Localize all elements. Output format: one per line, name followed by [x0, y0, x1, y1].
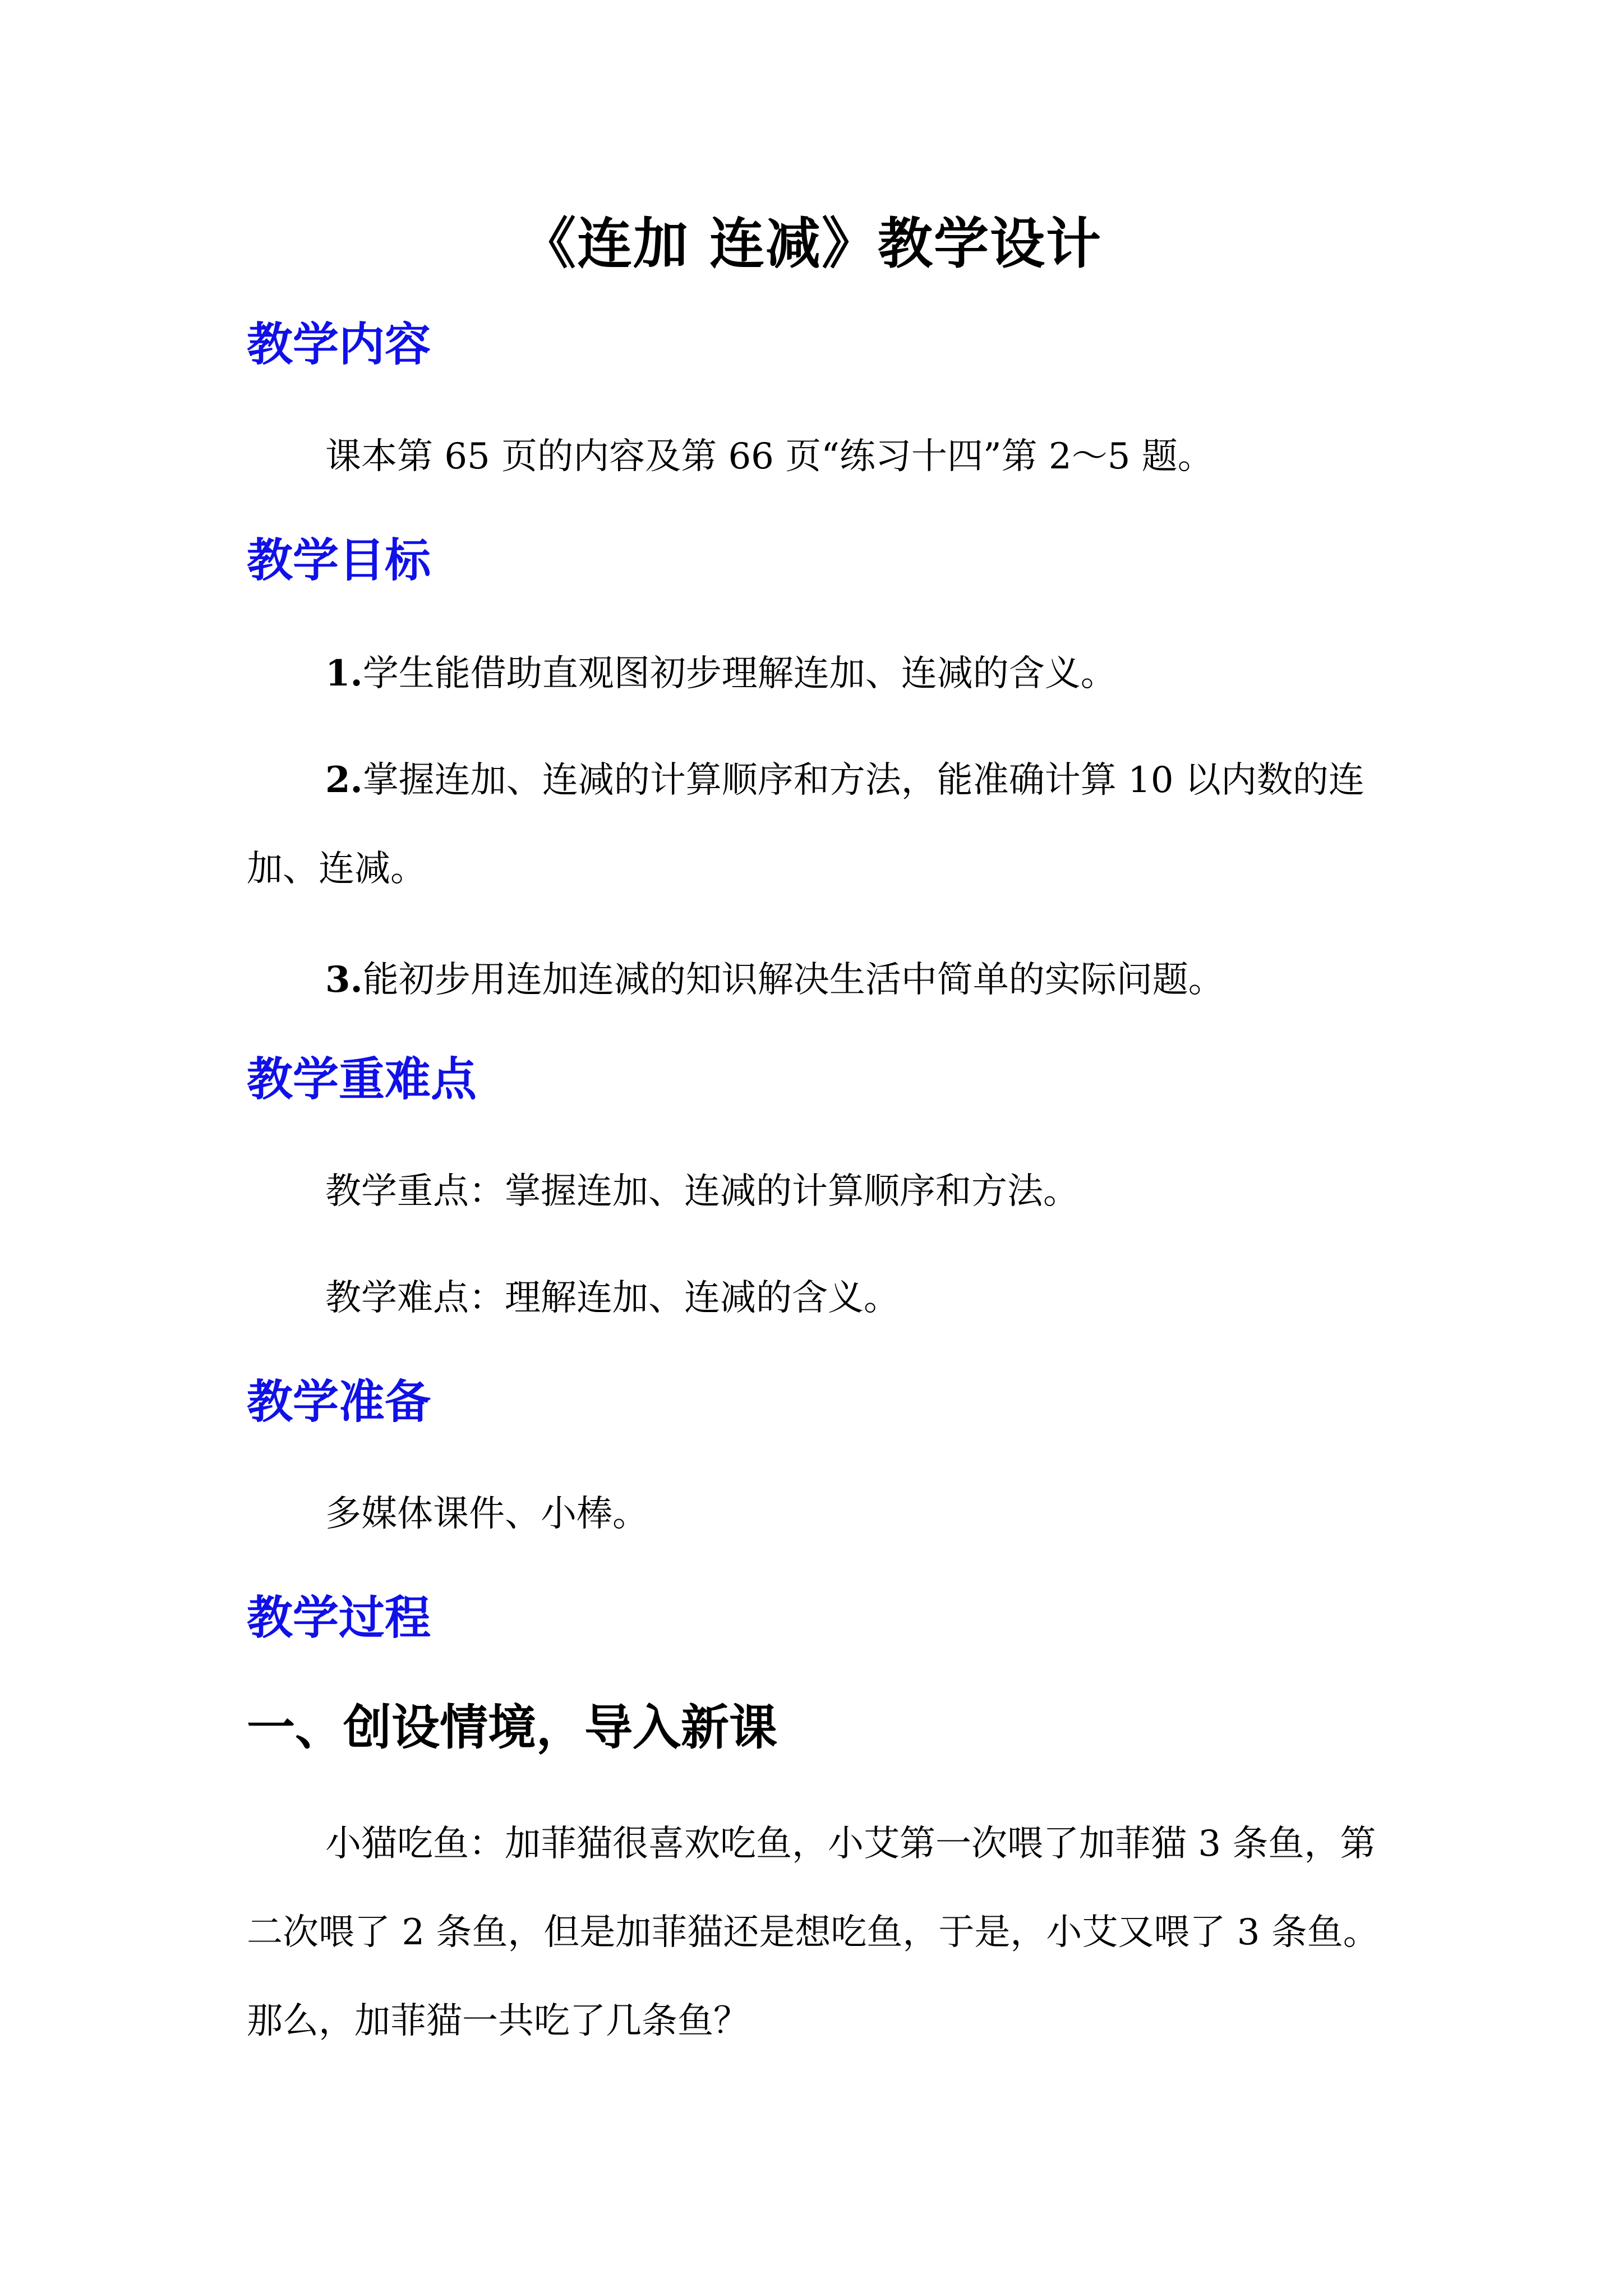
- goal-item-1-number: 1.: [325, 652, 363, 694]
- goal-item-3-text: 能初步用连加连减的知识解决生活中简单的实际问题。: [362, 959, 1224, 1001]
- goal-item-1-text: 学生能借助直观图初步理解连加、连减的含义。: [362, 653, 1117, 694]
- heading-preparation: 教学准备: [247, 1375, 431, 1429]
- heading-teaching-goals: 教学目标: [247, 534, 431, 587]
- goal-item-3-number: 3.: [325, 959, 363, 1001]
- heading-key-points: 教学重难点: [247, 1053, 477, 1106]
- story-paragraph: 小猫吃鱼：加菲猫很喜欢吃鱼，小艾第一次喂了加菲猫 3 条鱼，第二次喂了 2 条鱼，但是加菲猫还是想吃鱼，于是，小艾又喂了 3 条鱼。那么，加菲猫一共吃了几条鱼？: [247, 1823, 1379, 2042]
- preparation-text: 多媒体课件、小棒。: [325, 1493, 648, 1535]
- goal-item-2-number: 2.: [325, 759, 363, 801]
- document-title: 《连加 连减》教学设计: [520, 212, 1103, 276]
- goal-item-2-text: 掌握连加、连减的计算顺序和方法，能准确计算 10 以内数的连加、连减。: [247, 760, 1364, 890]
- key-point-focus: 教学重点：掌握连加、连减的计算顺序和方法。: [325, 1171, 1079, 1212]
- section-title-1: 一、创设情境，导入新课: [247, 1700, 777, 1756]
- key-point-difficulty: 教学难点：理解连加、连减的含义。: [325, 1277, 900, 1319]
- goal-item-2: [247, 736, 1385, 913]
- heading-teaching-content: 教学内容: [247, 318, 431, 371]
- heading-teaching-process: 教学过程: [247, 1591, 431, 1645]
- goal-item-3: [247, 936, 1385, 1024]
- teaching-content-text: 课本第 65 页的内容及第 66 页“练习十四”第 2～5 题。: [325, 436, 1214, 477]
- goal-item-1: [247, 629, 1385, 718]
